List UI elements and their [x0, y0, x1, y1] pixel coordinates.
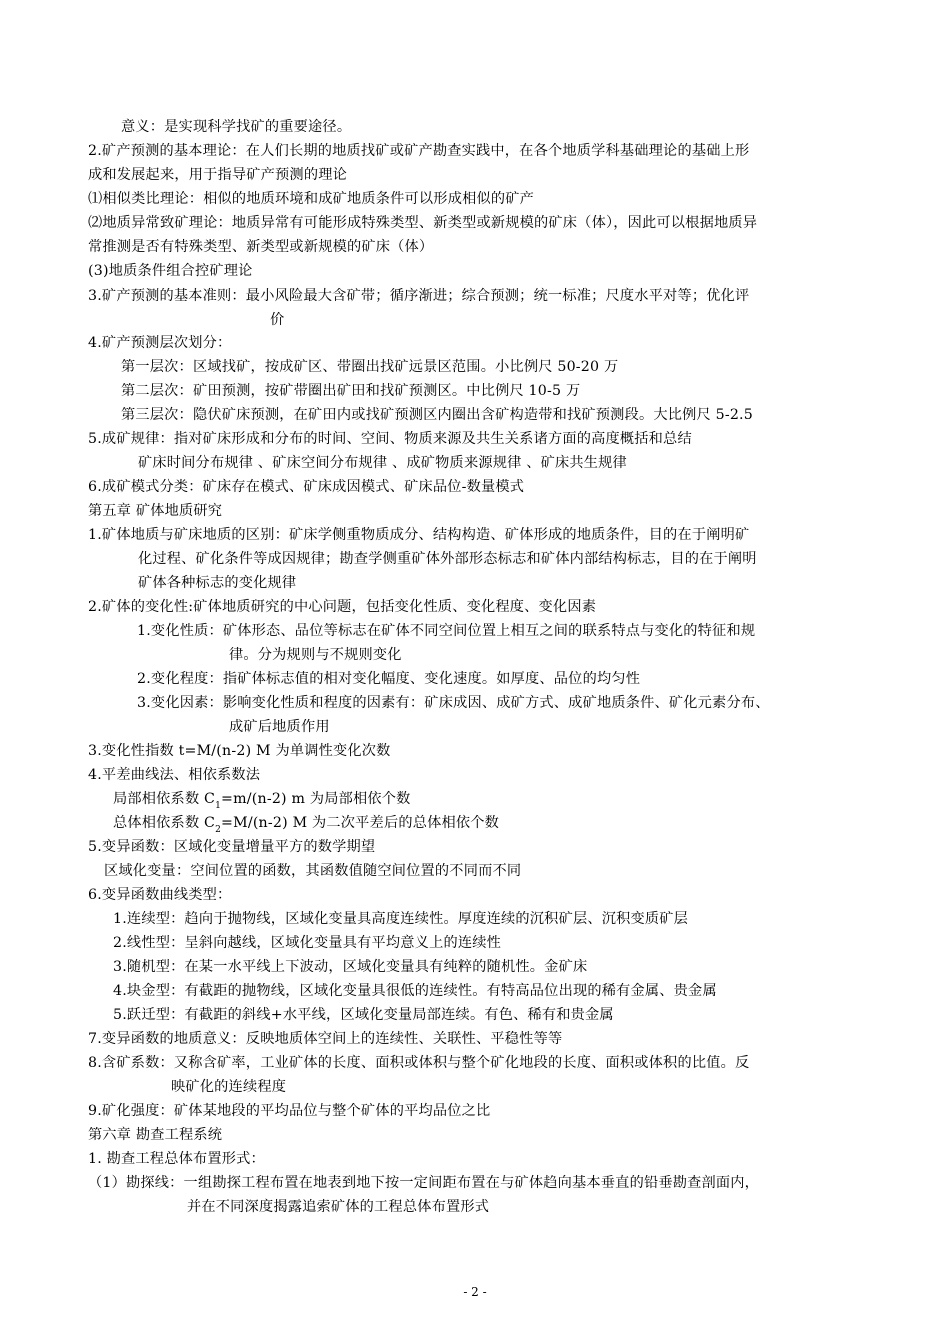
text-line: 矿体各种标志的变化规律	[138, 575, 297, 591]
text-fragment: 局部相依系数 C	[113, 791, 216, 807]
text-line: 5.成矿规律：指对矿床形成和分布的时间、空间、物质来源及共生关系诸方面的高度概括和总结	[88, 431, 692, 447]
text-line: 2.矿体的变化性:矿体地质研究的中心问题，包括变化性质、变化程度、变化因素	[88, 599, 597, 615]
text-line: 4.平差曲线法、相依系数法	[88, 767, 261, 783]
text-line: 意义：是实现科学找矿的重要途径。	[121, 119, 352, 135]
text-fragment: =m/(n-2) m 为局部相依个数	[221, 791, 411, 807]
text-line: 化过程、矿化条件等成因规律；勘查学侧重矿体外部形态标志和矿体内部结构标志，目的在于阐明	[138, 551, 757, 567]
text-line: 6.成矿模式分类：矿床存在模式、矿床成因模式、矿床品位-数量模式	[88, 479, 525, 495]
text-line: 3.变化性指数 t=M/(n-2) M 为单调性变化次数	[88, 743, 391, 759]
text-line: 1.变化性质：矿体形态、品位等标志在矿体不同空间位置上相互之间的联系特点与变化的特征和规	[137, 623, 756, 639]
text-line: 8.含矿系数：又称含矿率，工业矿体的长度、面积或体积与整个矿化地段的长度、面积或体积的比值。反	[88, 1055, 750, 1071]
text-line: 6.变异函数曲线类型：	[88, 887, 232, 903]
text-line: 3.随机型：在某一水平线上下波动，区域化变量具有纯粹的随机性。金矿床	[113, 959, 588, 975]
text-line: （1）勘探线：一组勘探工程布置在地表到地下按一定间距布置在与矿体趋向基本垂直的铅垂勘查剖面内，	[88, 1175, 760, 1191]
text-line: 第一层次：区域找矿，按成矿区、带圈出找矿远景区范围。小比例尺 50-20 万	[121, 359, 619, 375]
text-line: 第二层次：矿田预测，按矿带圈出矿田和找矿预测区。中比例尺 10-5 万	[121, 383, 581, 399]
text-fragment: 总体相依系数 C	[113, 815, 216, 831]
text-line: 5.跃迁型：有截距的斜线+水平线，区域化变量局部连续。有色、稀有和贵金属	[113, 1007, 614, 1023]
text-line: 矿床时间分布规律 、矿床空间分布规律 、成矿物质来源规律 、矿床共生规律	[138, 455, 627, 471]
text-line: 3.变化因素：影响变化性质和程度的因素有：矿床成因、成矿方式、成矿地质条件、矿化元素分布、	[137, 695, 770, 711]
text-line	[113, 790, 411, 811]
text-line: 1. 勘查工程总体布置形式：	[88, 1151, 265, 1167]
text-line: 1.矿体地质与矿床地质的区别：矿床学侧重物质成分、结构构造、矿体形成的地质条件，目的在于阐明矿	[88, 527, 750, 543]
text-line: 价	[270, 312, 285, 328]
text-line: 4.矿产预测层次划分：	[88, 335, 232, 351]
text-line: 成和发展起来，用于指导矿产预测的理论	[88, 167, 347, 183]
subscript: 2	[215, 825, 222, 835]
text-line: ⑵地质异常致矿理论：地质异常有可能形成特殊类型、新类型或新规模的矿床（体），因此可以根据地质异	[88, 215, 758, 231]
text-line: 7.变异函数的地质意义：反映地质体空间上的连续性、关联性、平稳性等等	[88, 1031, 563, 1047]
text-line: 成矿后地质作用	[229, 719, 330, 735]
text-line: 常推测是否有特殊类型、新类型或新规模的矿床（体）	[88, 239, 434, 255]
subscript: 1	[215, 801, 222, 811]
text-fragment: =M/(n-2) M 为二次平差后的总体相依个数	[221, 815, 500, 831]
text-line: 3.矿产预测的基本准则：最小风险最大含矿带；循序渐进；综合预测；统一标准；尺度水平对等；优化评	[88, 288, 750, 304]
text-line: 区域化变量：空间位置的函数，其函数值随空间位置的不同而不同	[104, 863, 522, 879]
text-line: 2.变化程度：指矿体标志值的相对变化幅度、变化速度。如厚度、品位的均匀性	[137, 671, 641, 687]
text-line: ⑴相似类比理论：相似的地质环境和成矿地质条件可以形成相似的矿产	[88, 191, 535, 207]
text-line: 4.块金型：有截距的抛物线，区域化变量具很低的连续性。有特高品位出现的稀有金属、贵金属	[113, 983, 717, 999]
text-line: 映矿化的连续程度	[171, 1079, 287, 1095]
text-line: 5.变异函数：区域化变量增量平方的数学期望	[88, 839, 376, 855]
text-line: (3)地质条件组合控矿理论	[88, 263, 253, 279]
text-line: 9.矿化强度：矿体某地段的平均品位与整个矿体的平均品位之比	[88, 1103, 491, 1119]
chapter-heading: 第五章 矿体地质研究	[88, 503, 223, 519]
text-line: 2.矿产预测的基本理论：在人们长期的地质找矿或矿产勘查实践中，在各个地质学科基础理论的基础上形	[88, 143, 750, 159]
chapter-heading: 第六章 勘查工程系统	[88, 1127, 223, 1143]
page-number: - 2 -	[463, 1285, 487, 1299]
text-line: 第三层次：隐伏矿床预测，在矿田内或找矿预测区内圈出含矿构造带和找矿预测段。大比例尺 5-2.5	[121, 407, 753, 423]
text-line: 并在不同深度揭露追索矿体的工程总体布置形式	[187, 1199, 490, 1215]
text-line: 2.线性型：呈斜向越线，区域化变量具有平均意义上的连续性	[113, 935, 502, 951]
text-line: 1.连续型：趋向于抛物线，区域化变量具高度连续性。厚度连续的沉积矿层、沉积变质矿层	[113, 911, 689, 927]
text-line: 律。分为规则与不规则变化	[229, 647, 402, 663]
text-line	[113, 814, 499, 835]
